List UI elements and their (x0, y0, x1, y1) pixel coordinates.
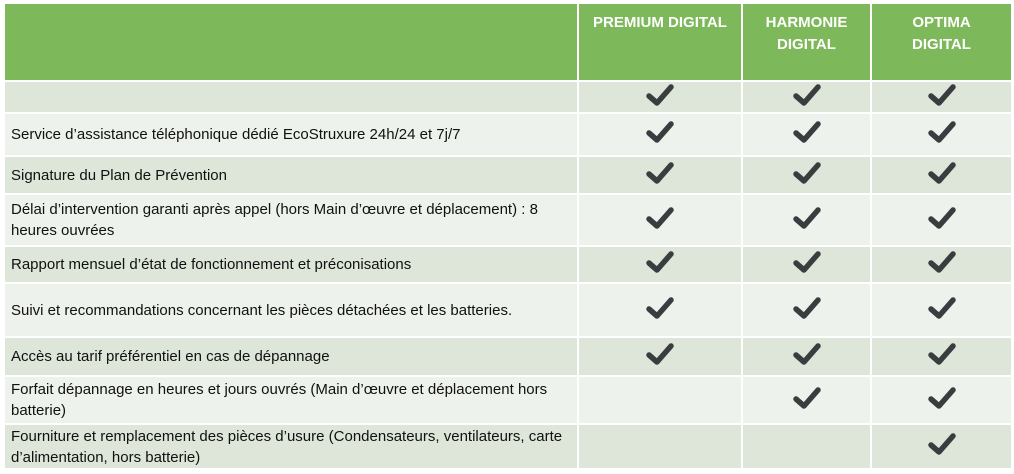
table-row (4, 246, 1012, 283)
plan-cell (742, 113, 871, 156)
table-row (4, 376, 1012, 424)
feature-label: Signature du Plan de Prévention (4, 156, 578, 194)
checkmark-icon (646, 120, 674, 144)
checkmark-icon (928, 296, 956, 320)
plan-cell (742, 337, 871, 376)
table-row (4, 113, 1012, 156)
checkmark-icon (928, 386, 956, 410)
checkmark-icon (928, 83, 956, 107)
plan-cell (578, 376, 742, 424)
plan-cell (871, 156, 1012, 194)
plan-cell (742, 246, 871, 283)
checkmark-icon (793, 250, 821, 274)
plan-cell (742, 376, 871, 424)
plan-header-premium: PREMIUM DIGITAL (578, 3, 742, 81)
checkmark-icon (928, 432, 956, 456)
header-row (4, 3, 1012, 81)
checkmark-icon (793, 342, 821, 366)
plan-header-harmonie: HARMONIE DIGITAL (742, 3, 871, 81)
plan-cell (578, 246, 742, 283)
checkmark-icon (793, 206, 821, 230)
plan-cell (871, 246, 1012, 283)
feature-label: Délai d’intervention garanti après appel (hors Main d’œuvre et déplacement) : 8 heures ouvrées (4, 194, 578, 246)
plan-cell (578, 194, 742, 246)
checkmark-icon (928, 206, 956, 230)
plan-cell (742, 81, 871, 113)
checkmark-icon (928, 342, 956, 366)
table-row (4, 337, 1012, 376)
table-row (4, 283, 1012, 337)
plan-cell (578, 81, 742, 113)
checkmark-icon (646, 161, 674, 185)
header-blank-cell (4, 3, 578, 81)
checkmark-icon (928, 120, 956, 144)
plan-cell (578, 283, 742, 337)
checkmark-icon (646, 342, 674, 366)
table-row (4, 424, 1012, 469)
table-row (4, 81, 1012, 113)
feature-label: Forfait dépannage en heures et jours ouvrés (Main d’œuvre et déplacement hors batterie) (4, 376, 578, 424)
checkmark-icon (646, 296, 674, 320)
feature-label (4, 81, 578, 113)
plan-cell (742, 424, 871, 469)
plan-cell (578, 337, 742, 376)
plan-cell (742, 156, 871, 194)
checkmark-icon (928, 250, 956, 274)
plan-comparison-table (3, 2, 1013, 470)
checkmark-icon (793, 83, 821, 107)
table-row (4, 156, 1012, 194)
plan-cell (871, 81, 1012, 113)
plan-cell (871, 194, 1012, 246)
plan-cell (871, 283, 1012, 337)
plan-cell (871, 337, 1012, 376)
table-row (4, 194, 1012, 246)
plan-cell (871, 424, 1012, 469)
checkmark-icon (793, 120, 821, 144)
feature-label: Rapport mensuel d’état de fonctionnement et préconisations (4, 246, 578, 283)
feature-label: Accès au tarif préférentiel en cas de dépannage (4, 337, 578, 376)
plan-cell (871, 113, 1012, 156)
plan-cell (742, 283, 871, 337)
plan-cell (578, 156, 742, 194)
checkmark-icon (646, 206, 674, 230)
checkmark-icon (793, 386, 821, 410)
plan-header-optima: OPTIMA DIGITAL (871, 3, 1012, 81)
checkmark-icon (928, 161, 956, 185)
plan-cell (578, 113, 742, 156)
plan-cell (578, 424, 742, 469)
feature-label: Suivi et recommandations concernant les pièces détachées et les batteries. (4, 283, 578, 337)
plan-cell (742, 194, 871, 246)
checkmark-icon (646, 83, 674, 107)
checkmark-icon (793, 296, 821, 320)
plan-cell (871, 376, 1012, 424)
feature-label: Fourniture et remplacement des pièces d’usure (Condensateurs, ventilateurs, carte d’alimentation, hors batterie) (4, 424, 578, 469)
checkmark-icon (793, 161, 821, 185)
checkmark-icon (646, 250, 674, 274)
feature-label: Service d’assistance téléphonique dédié EcoStruxure 24h/24 et 7j/7 (4, 113, 578, 156)
